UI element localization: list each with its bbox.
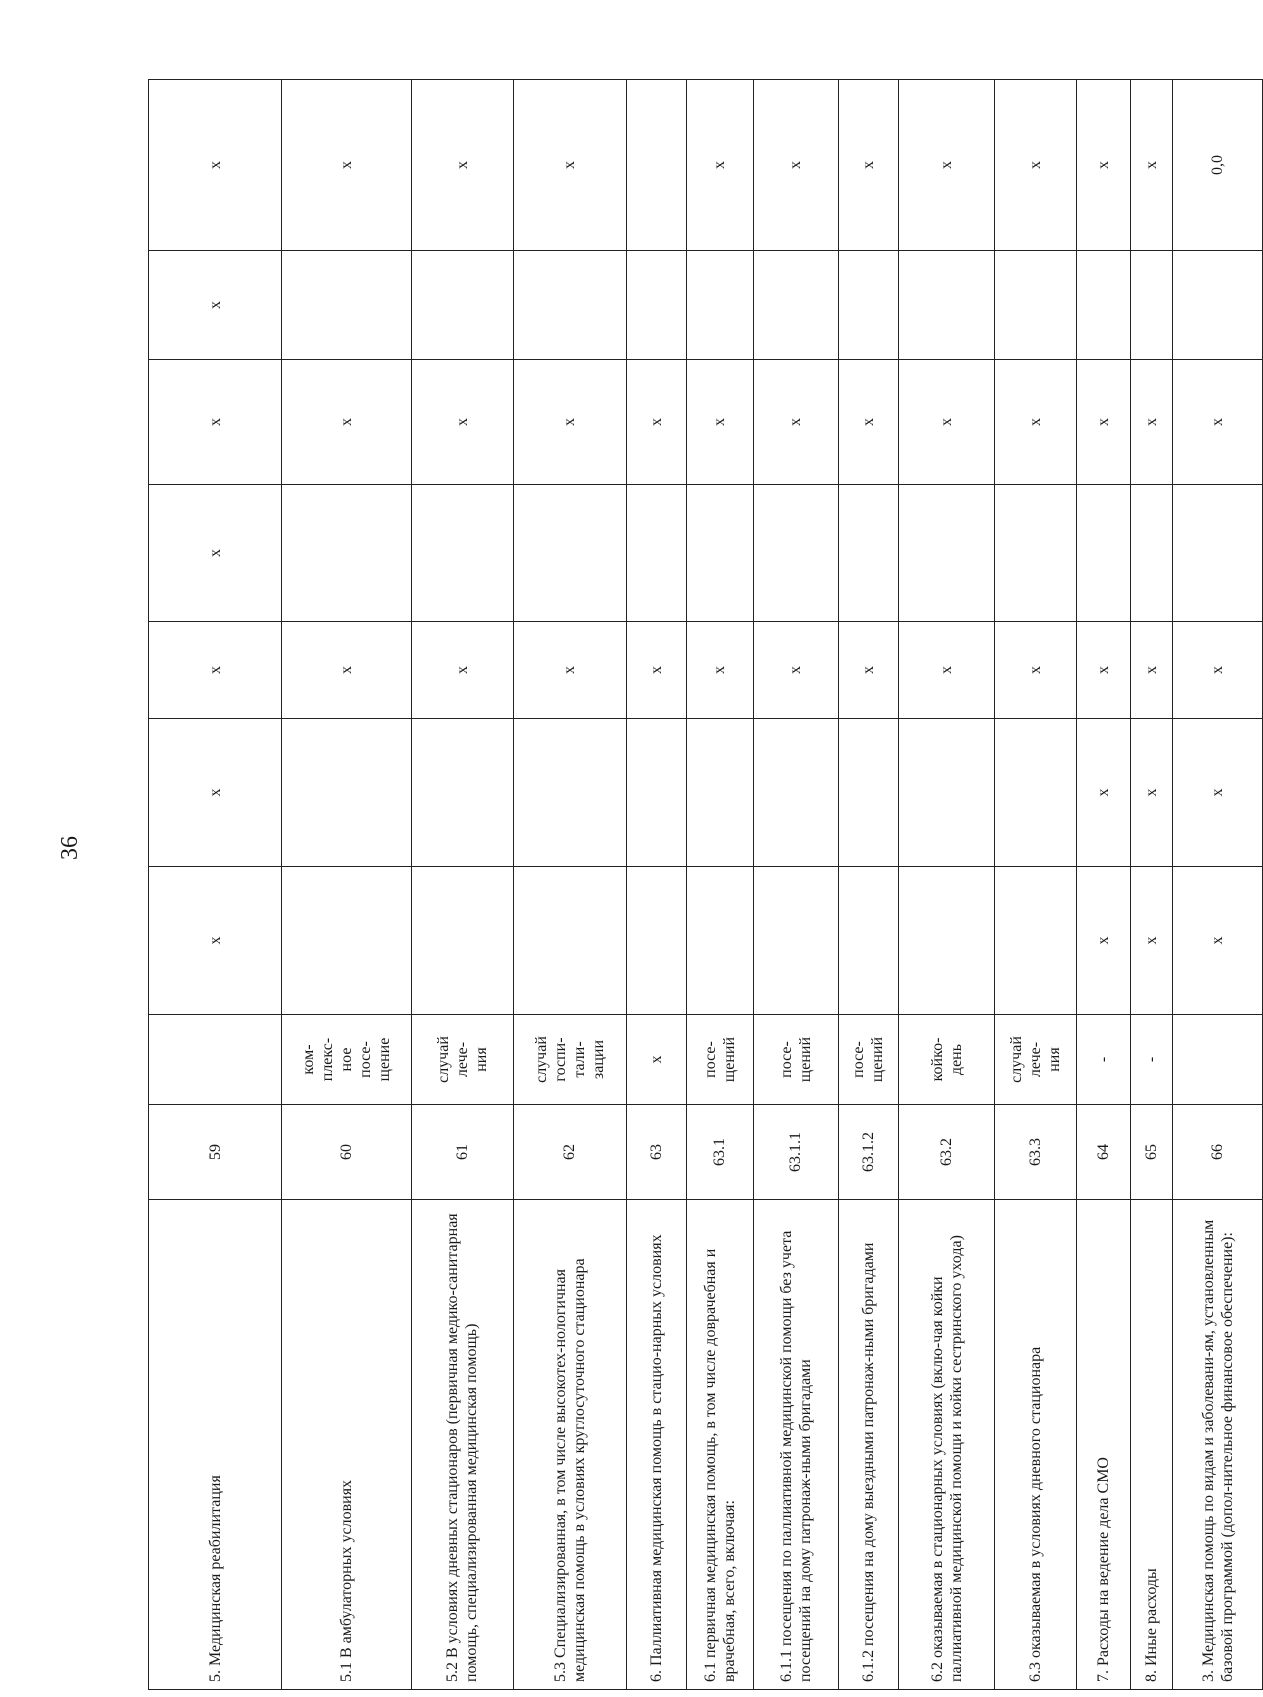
row-number: 62 <box>513 1105 626 1200</box>
value-cell <box>411 719 513 867</box>
value-cell <box>995 867 1077 1015</box>
row-unit: случай госпи- тали- зации <box>513 1015 626 1105</box>
value-cell <box>626 719 686 867</box>
value-cell <box>626 485 686 622</box>
value-cell: x <box>995 360 1077 485</box>
value-cell: x <box>282 360 411 485</box>
table-row <box>282 80 411 1690</box>
value-cell: x <box>282 622 411 719</box>
value-cell <box>626 251 686 360</box>
value-cell: x <box>1077 867 1131 1015</box>
value-cell <box>995 719 1077 867</box>
value-cell <box>513 867 626 1015</box>
table-row <box>149 80 282 1690</box>
table-row <box>899 80 995 1690</box>
value-cell: x <box>1130 80 1172 251</box>
row-unit: случай лече- ния <box>411 1015 513 1105</box>
value-cell: x <box>838 80 899 251</box>
row-name: 6.1.2 посещения на дому выездными патронаж-ными бригадами <box>838 1200 899 1690</box>
value-cell: x <box>149 867 282 1015</box>
row-name: 5.2 В условиях дневных стационаров (первичная медико-санитарная помощь, специализированная медицинская помощь) <box>411 1200 513 1690</box>
value-cell: 0,0 <box>1173 80 1263 251</box>
value-cell <box>838 719 899 867</box>
value-cell <box>1077 251 1131 360</box>
row-number: 63.1.2 <box>838 1105 899 1200</box>
value-cell <box>995 485 1077 622</box>
value-cell <box>411 485 513 622</box>
row-name: 6. Паллиативная медицинская помощь в стацио-нарных условиях <box>626 1200 686 1690</box>
table-row <box>1077 80 1131 1690</box>
row-name: 6.1.1 посещения по паллиативной медицинской помощи без учета посещений на дому патронаж-ными бригадами <box>753 1200 838 1690</box>
row-number: 63 <box>626 1105 686 1200</box>
value-cell <box>686 485 753 622</box>
value-cell: x <box>513 622 626 719</box>
table-row <box>995 80 1077 1690</box>
row-number: 63.2 <box>899 1105 995 1200</box>
value-cell <box>899 251 995 360</box>
value-cell: x <box>513 80 626 251</box>
row-number: 59 <box>149 1105 282 1200</box>
value-cell <box>686 251 753 360</box>
value-cell <box>282 719 411 867</box>
value-cell: x <box>149 622 282 719</box>
value-cell <box>995 251 1077 360</box>
table-row <box>686 80 753 1690</box>
row-name: 7. Расходы на ведение дела СМО <box>1077 1200 1131 1690</box>
value-cell: x <box>411 80 513 251</box>
value-cell: x <box>899 622 995 719</box>
row-number: 63.1 <box>686 1105 753 1200</box>
row-number: 63.3 <box>995 1105 1077 1200</box>
value-cell: x <box>686 360 753 485</box>
value-cell <box>899 719 995 867</box>
row-number: 66 <box>1173 1105 1263 1200</box>
value-cell: x <box>686 622 753 719</box>
table-row <box>626 80 686 1690</box>
row-unit: койко- день <box>899 1015 995 1105</box>
value-cell: x <box>149 719 282 867</box>
value-cell: x <box>626 622 686 719</box>
value-cell <box>1173 485 1263 622</box>
page-number: 36 <box>57 836 83 860</box>
value-cell <box>899 867 995 1015</box>
value-cell: x <box>899 80 995 251</box>
row-name: 5.3 Специализированная, в том числе высокотех-нологичная медицинская помощь в условиях круглосуточного стационара <box>513 1200 626 1690</box>
row-number: 64 <box>1077 1105 1131 1200</box>
value-cell <box>686 719 753 867</box>
value-cell <box>753 867 838 1015</box>
row-name: 3. Медицинская помощь по видам и заболевани-ям, установленным базовой программой (допол-нительное финансовое обеспечение): <box>1173 1200 1263 1690</box>
row-unit: ком- плекс- ное посе- щение <box>282 1015 411 1105</box>
value-cell <box>838 251 899 360</box>
table-row <box>1130 80 1172 1690</box>
value-cell: x <box>995 622 1077 719</box>
value-cell <box>282 867 411 1015</box>
row-unit <box>149 1015 282 1105</box>
row-unit: посе- щений <box>686 1015 753 1105</box>
value-cell: x <box>1130 622 1172 719</box>
value-cell: x <box>149 485 282 622</box>
value-cell <box>1077 485 1131 622</box>
value-cell: x <box>753 80 838 251</box>
value-cell <box>411 251 513 360</box>
value-cell: x <box>1077 622 1131 719</box>
value-cell <box>753 251 838 360</box>
value-cell: x <box>411 360 513 485</box>
row-unit: x <box>626 1015 686 1105</box>
row-number: 60 <box>282 1105 411 1200</box>
value-cell: x <box>282 80 411 251</box>
value-cell <box>686 867 753 1015</box>
value-cell: x <box>1077 80 1131 251</box>
table-row <box>411 80 513 1690</box>
row-unit: посе- щений <box>753 1015 838 1105</box>
value-cell <box>1130 251 1172 360</box>
value-cell <box>1173 251 1263 360</box>
value-cell <box>838 867 899 1015</box>
row-name: 6.1 первичная медицинская помощь, в том числе доврачебная и врачебная, всего, включая: <box>686 1200 753 1690</box>
value-cell: x <box>1173 360 1263 485</box>
value-cell: x <box>626 360 686 485</box>
row-name: 5. Медицинская реабилитация <box>149 1200 282 1690</box>
rotated-table-container <box>148 80 1263 1690</box>
value-cell: x <box>1173 719 1263 867</box>
value-cell: x <box>1130 719 1172 867</box>
financing-table <box>148 79 1263 1690</box>
row-unit <box>1173 1015 1263 1105</box>
value-cell: x <box>1130 867 1172 1015</box>
row-name: 8. Иные расходы <box>1130 1200 1172 1690</box>
value-cell <box>838 485 899 622</box>
row-number: 61 <box>411 1105 513 1200</box>
value-cell: x <box>1077 360 1131 485</box>
row-number: 65 <box>1130 1105 1172 1200</box>
row-unit: - <box>1077 1015 1131 1105</box>
table-row <box>838 80 899 1690</box>
value-cell <box>626 80 686 251</box>
row-name: 6.2 оказываемая в стационарных условиях (вклю-чая койки паллиативной медицинской помощи и койки сестринского ухода) <box>899 1200 995 1690</box>
value-cell <box>899 485 995 622</box>
row-name: 6.3 оказываемая в условиях дневного стационара <box>995 1200 1077 1690</box>
row-unit: - <box>1130 1015 1172 1105</box>
value-cell: x <box>838 622 899 719</box>
value-cell: x <box>1077 719 1131 867</box>
value-cell: x <box>899 360 995 485</box>
row-unit: случай лече- ния <box>995 1015 1077 1105</box>
row-number: 63.1.1 <box>753 1105 838 1200</box>
value-cell <box>753 719 838 867</box>
value-cell <box>282 251 411 360</box>
table-row <box>1173 80 1263 1690</box>
value-cell: x <box>686 80 753 251</box>
value-cell <box>513 485 626 622</box>
value-cell: x <box>995 80 1077 251</box>
value-cell: x <box>149 251 282 360</box>
value-cell: x <box>149 80 282 251</box>
value-cell: x <box>838 360 899 485</box>
value-cell <box>411 867 513 1015</box>
value-cell: x <box>513 360 626 485</box>
row-name: 5.1 В амбулаторных условиях <box>282 1200 411 1690</box>
value-cell: x <box>1173 867 1263 1015</box>
value-cell <box>753 485 838 622</box>
value-cell: x <box>1173 622 1263 719</box>
value-cell: x <box>1130 360 1172 485</box>
value-cell <box>282 485 411 622</box>
value-cell <box>513 719 626 867</box>
value-cell: x <box>411 622 513 719</box>
value-cell <box>513 251 626 360</box>
row-unit: посе- щений <box>838 1015 899 1105</box>
value-cell: x <box>149 360 282 485</box>
value-cell <box>626 867 686 1015</box>
value-cell <box>1130 485 1172 622</box>
value-cell: x <box>753 360 838 485</box>
table-row <box>513 80 626 1690</box>
value-cell: x <box>753 622 838 719</box>
table-row <box>753 80 838 1690</box>
